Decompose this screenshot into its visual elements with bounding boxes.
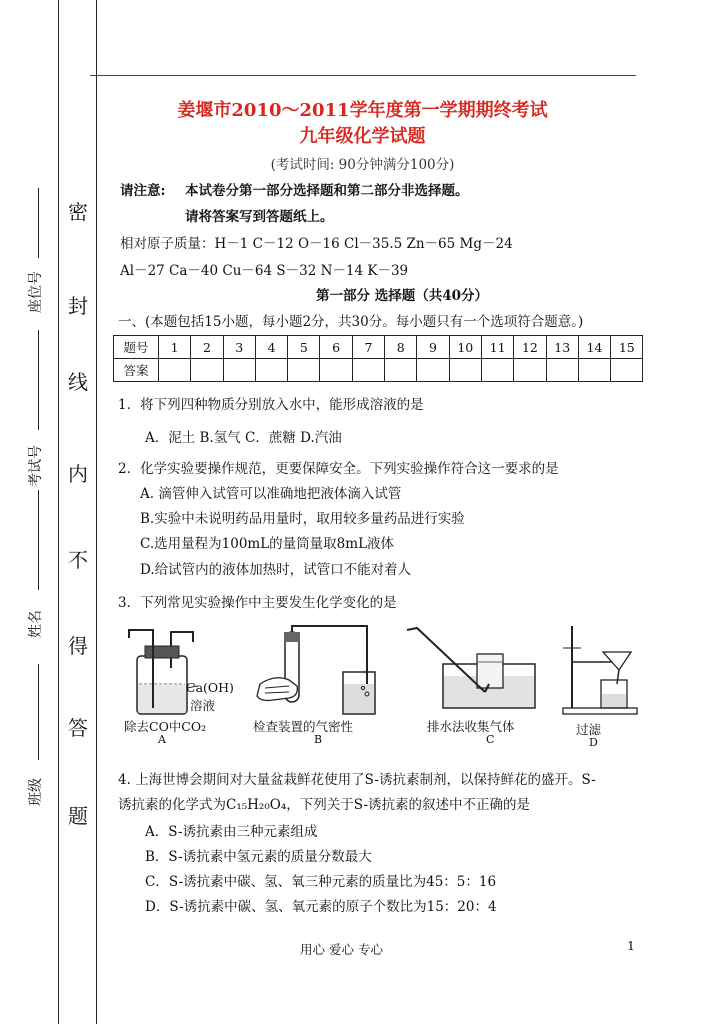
notice-label: 请注意: (120, 183, 166, 199)
figure-a-caption: 除去CO中CO₂ (124, 719, 207, 734)
table-cell-number: 10 (449, 336, 481, 359)
answer-cell[interactable] (546, 359, 578, 382)
question-1-options: A．泥土 B.氢气 C．蔗糖 D.汽油 (145, 430, 342, 446)
question-2-stem: 2．化学实验要操作规范，更要保障安全。下列实验操作符合这一要求的是 (118, 461, 559, 477)
answer-cell[interactable] (255, 359, 287, 382)
table-cell-number: 2 (191, 336, 223, 359)
table-row-answers (114, 359, 643, 382)
footer-motto: 用心 爱心 专心 (300, 942, 383, 957)
figure-c-letter: C (486, 733, 495, 746)
answer-cell[interactable] (352, 359, 384, 382)
field-examno-label: 考试号 (28, 445, 44, 487)
field-rule-name (38, 490, 39, 590)
exam-info: (考试时间: 90分钟满分100分) (270, 157, 455, 173)
exam-subtitle: 九年级化学试题 (299, 126, 426, 147)
question-4-option-c: C．S-诱抗素中碳、氢、氧三种元素的质量比为45：5：16 (145, 874, 497, 890)
figure-d-letter: D (589, 736, 598, 749)
seal-char: 得 (68, 634, 88, 658)
answer-cell[interactable] (223, 359, 255, 382)
answer-cell[interactable] (417, 359, 449, 382)
answer-cell[interactable] (578, 359, 610, 382)
question-4-option-d: D．S-诱抗素中碳、氢、氧元素的原子个数比为15：20：4 (145, 899, 497, 915)
question-4-stem-1: 4. 上海世博会期间对大量盆栽鲜花使用了S-诱抗素制剂，以保持鲜花的盛开。S- (118, 772, 596, 788)
seal-char: 内 (68, 462, 88, 486)
figure-d-filtration (555, 622, 640, 718)
answer-cell[interactable] (449, 359, 481, 382)
part1-instruction: 一、(本题包括15小题，每小题2分，共30分。每小题只有一个选项符合题意。) (118, 314, 584, 330)
question-2-option-d: D.给试管内的液体加热时，试管口不能对着人 (140, 562, 412, 578)
table-cell-number: 7 (352, 336, 384, 359)
figure-d-caption: 过滤 (576, 722, 602, 737)
field-rule-class (38, 664, 39, 760)
field-class-label: 班级 (28, 778, 44, 806)
figure-c-caption: 排水法收集气体 (427, 719, 515, 734)
table-cell-number: 6 (320, 336, 352, 359)
seal-char: 封 (68, 294, 88, 318)
atomic-mass-line1: 相对原子质量：H－1 C－12 O－16 Cl－35.5 Zn－65 Mg－24 (120, 236, 513, 252)
figure-a-letter: A (158, 733, 166, 746)
field-rule-examno (38, 330, 39, 430)
question-2-option-c: C.选用量程为100mL的量筒量取8mL液体 (140, 536, 395, 552)
question-4-stem-2: 诱抗素的化学式为C₁₅H₂₀O₄，下列关于S-诱抗素的叙述中不正确的是 (118, 797, 531, 813)
table-cell-number: 8 (385, 336, 417, 359)
seal-char: 题 (68, 804, 88, 828)
question-3-stem: 3．下列常见实验操作中主要发生化学变化的是 (118, 595, 397, 611)
header-rule (90, 75, 636, 76)
field-name-label: 姓名 (28, 610, 44, 638)
figure-a-gas-wash-bottle (125, 628, 235, 716)
answer-cell[interactable] (288, 359, 320, 382)
table-cell-number: 5 (288, 336, 320, 359)
answer-cell[interactable] (514, 359, 546, 382)
table-cell-number: 15 (611, 336, 643, 359)
table-cell-number: 11 (481, 336, 513, 359)
page-number: 1 (627, 938, 635, 953)
answer-cell[interactable] (385, 359, 417, 382)
seal-char: 线 (68, 370, 88, 394)
seal-char: 不 (68, 548, 88, 572)
figure-b-caption: 检查装置的气密性 (253, 719, 354, 734)
table-row-numbers (114, 336, 643, 359)
part1-heading: 第一部分 选择题（共40分） (316, 288, 488, 304)
answer-cell[interactable] (611, 359, 643, 382)
seal-char: 密 (68, 200, 88, 224)
exam-title: 姜堰市2010～2011学年度第一学期期终考试 (177, 100, 548, 121)
atomic-mass-line2: Al－27 Ca－40 Cu－64 S－32 N－14 K－39 (120, 263, 409, 279)
field-rule-seat (38, 188, 39, 258)
seal-char: 答 (68, 716, 88, 740)
question-2-option-a: A. 滴管伸入试管可以准确地把液体滴入试管 (140, 486, 402, 502)
figure-a-label: Ca(OH) (186, 680, 234, 695)
answer-cell[interactable] (481, 359, 513, 382)
figure-b-letter: B (314, 733, 323, 746)
question-4-option-a: A．S-诱抗素由三种元素组成 (145, 824, 318, 840)
answer-table (113, 335, 643, 382)
table-header-number: 题号 (114, 336, 159, 359)
answer-cell[interactable] (191, 359, 223, 382)
question-1-stem: 1．将下列四种物质分别放入水中，能形成溶液的是 (118, 397, 424, 413)
answer-cell[interactable] (159, 359, 191, 382)
notice-line2: 请将答案写到答题纸上。 (185, 209, 334, 225)
table-cell-number: 3 (223, 336, 255, 359)
table-cell-number: 1 (159, 336, 191, 359)
figure-c-water-displacement (405, 626, 540, 718)
field-seat-label: 座位号 (28, 271, 44, 313)
table-header-answer: 答案 (114, 359, 159, 382)
answer-cell[interactable] (320, 359, 352, 382)
table-cell-number: 4 (255, 336, 287, 359)
table-cell-number: 12 (514, 336, 546, 359)
table-cell-number: 14 (578, 336, 610, 359)
figure-b-airtightness-check (255, 622, 380, 720)
figure-a-label-2: 溶液 (190, 698, 216, 713)
table-cell-number: 9 (417, 336, 449, 359)
question-4-option-b: B．S-诱抗素中氢元素的质量分数最大 (145, 849, 372, 865)
notice-line1: 本试卷分第一部分选择题和第二部分非选择题。 (185, 183, 469, 199)
question-2-option-b: B.实验中未说明药品用量时，取用较多量药品进行实验 (140, 511, 465, 527)
table-cell-number: 13 (546, 336, 578, 359)
